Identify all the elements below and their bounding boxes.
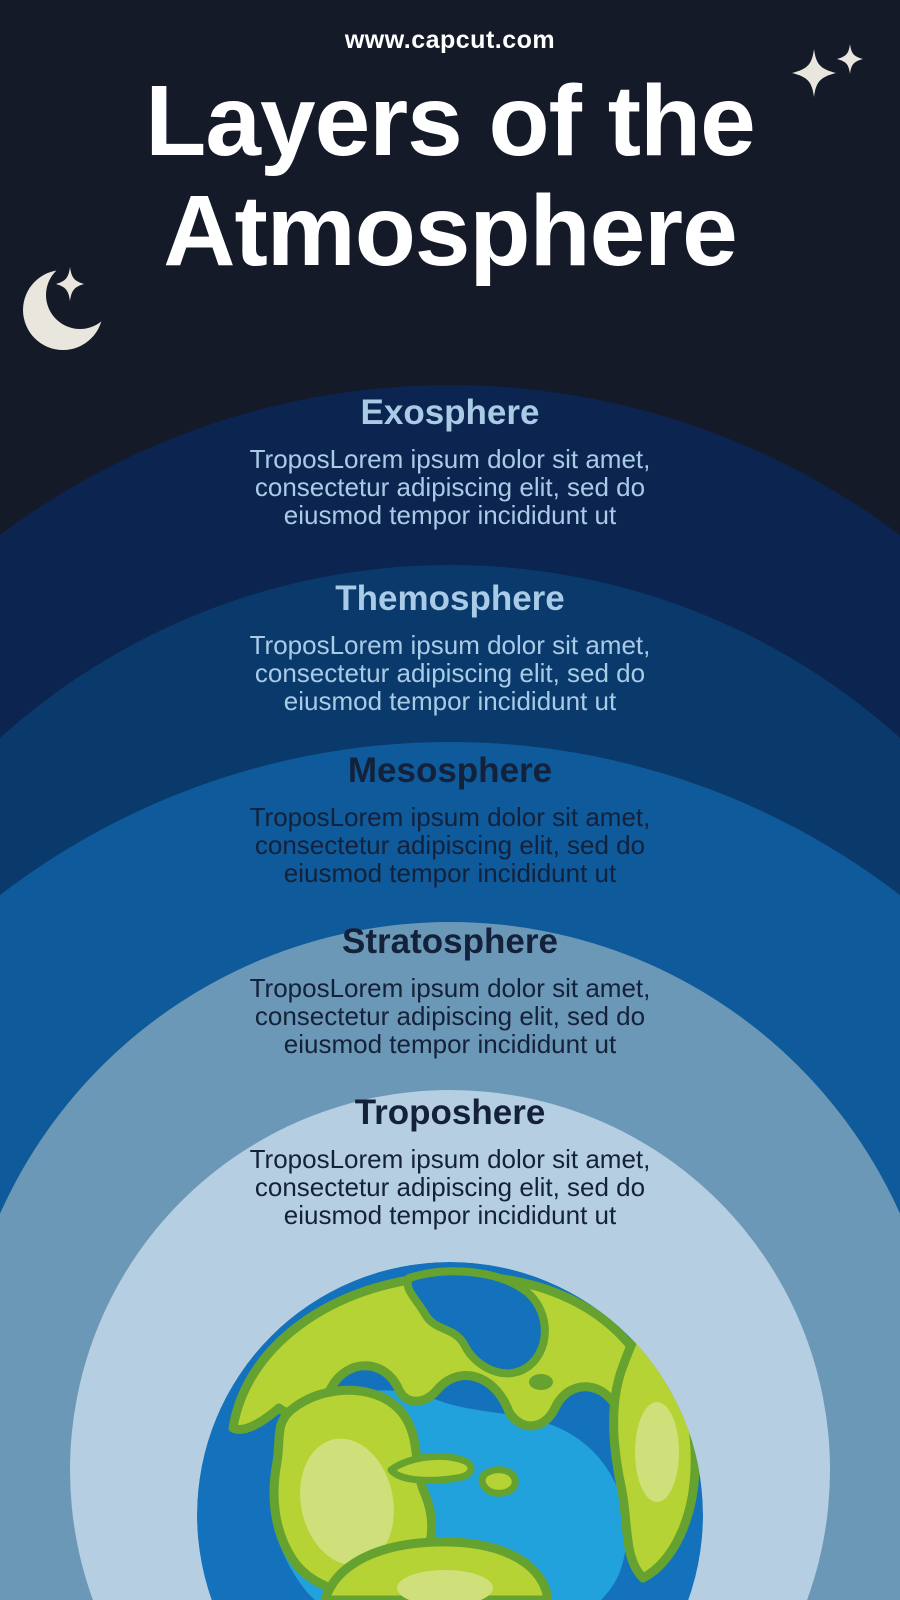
desc-line: eiusmod tempor incididunt ut (283, 500, 617, 530)
page-title-line2: Atmosphere (163, 175, 737, 287)
layer-section-themosphere (210, 579, 690, 715)
layer-description (210, 1145, 690, 1229)
desc-line: eiusmod tempor incididunt ut (283, 858, 617, 888)
desc-line: TroposLorem ipsum dolor sit amet, (249, 630, 651, 660)
desc-line: consectetur adipiscing elit, sed do (254, 1001, 646, 1031)
island-long (391, 1456, 471, 1480)
page-title (0, 66, 900, 286)
layer-heading: Troposhere (354, 1093, 546, 1132)
desc-line: TroposLorem ipsum dolor sit amet, (249, 973, 651, 1003)
desc-line: consectetur adipiscing elit, sed do (254, 830, 646, 860)
desc-line: eiusmod tempor incididunt ut (283, 686, 617, 716)
sparkle-star-icon (792, 49, 836, 97)
layer-heading: Themosphere (335, 579, 565, 618)
layer-section-stratosphere (210, 922, 690, 1058)
website-url: www.capcut.com (344, 26, 556, 54)
desc-line: consectetur adipiscing elit, sed do (254, 472, 646, 502)
layer-description (210, 803, 690, 887)
desc-line: consectetur adipiscing elit, sed do (254, 658, 646, 688)
layer-heading: Exosphere (360, 393, 540, 432)
sparkle-star-small-icon (837, 44, 863, 74)
small-island-dark (529, 1374, 553, 1390)
layer-heading: Stratosphere (342, 922, 558, 961)
continent-right-highlight (635, 1402, 679, 1502)
desc-line: TroposLorem ipsum dolor sit amet, (249, 1144, 651, 1174)
desc-line: TroposLorem ipsum dolor sit amet, (249, 444, 651, 474)
layer-section-exosphere (210, 393, 690, 529)
island-small (482, 1470, 515, 1494)
desc-line: TroposLorem ipsum dolor sit amet, (249, 802, 651, 832)
desc-line: eiusmod tempor incididunt ut (283, 1029, 617, 1059)
layer-description (210, 631, 690, 715)
desc-line: eiusmod tempor incididunt ut (283, 1200, 617, 1230)
desc-line: consectetur adipiscing elit, sed do (254, 1172, 646, 1202)
layer-description (210, 974, 690, 1058)
crescent-moon-icon (8, 255, 118, 365)
layer-section-mesosphere (210, 751, 690, 887)
layer-description (210, 445, 690, 529)
earth-illustration (195, 1262, 705, 1600)
page-title-line1: Layers of the (145, 65, 755, 177)
layer-section-troposhere (210, 1093, 690, 1229)
layer-heading: Mesosphere (347, 751, 553, 790)
